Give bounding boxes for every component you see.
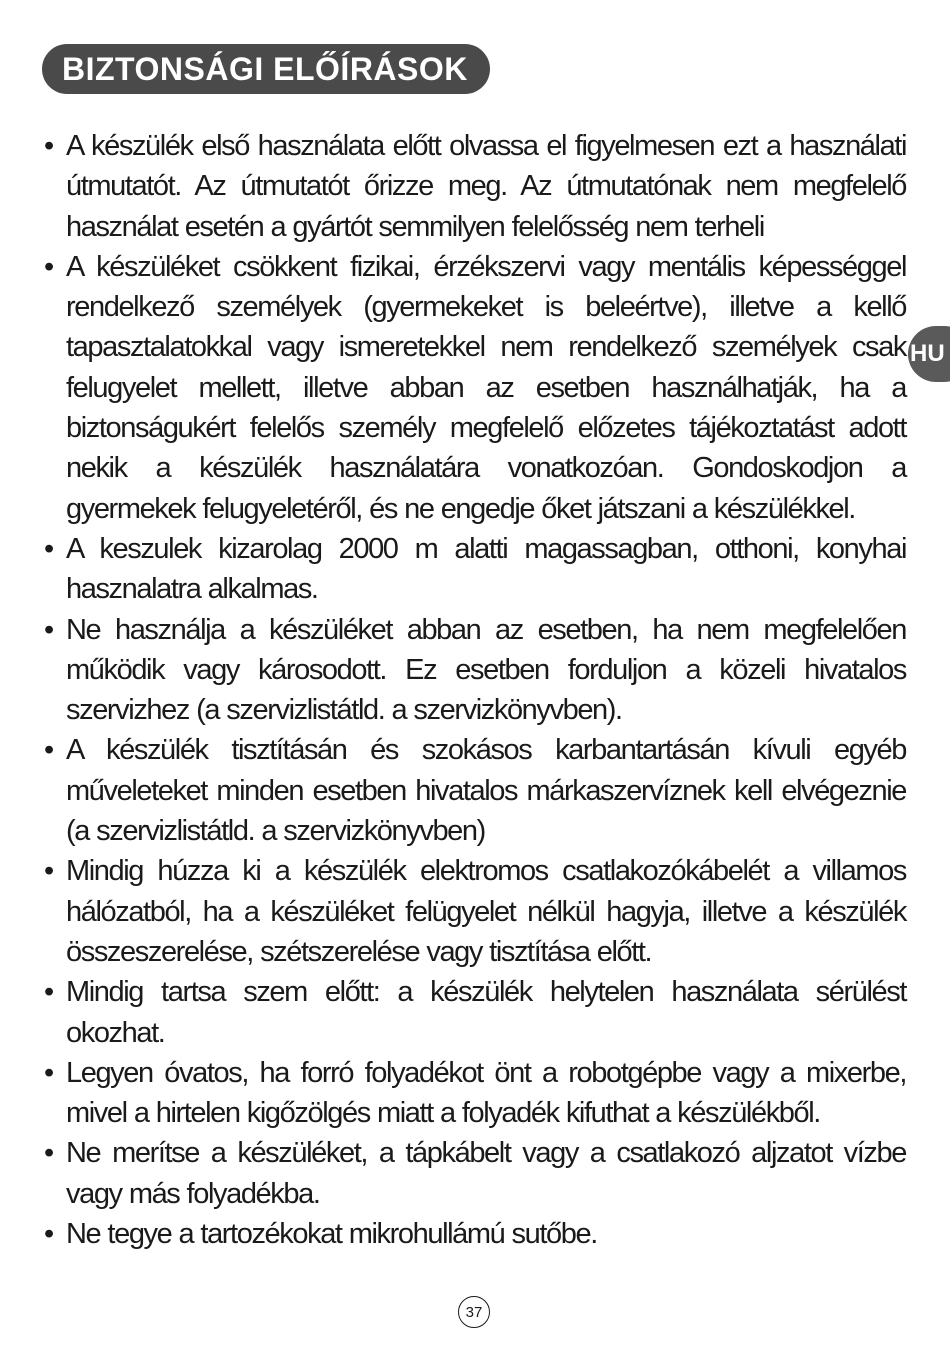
bullet-icon: •: [44, 855, 53, 888]
section-title-banner: [42, 44, 490, 94]
language-code: HU: [910, 340, 945, 367]
bullet-icon: •: [44, 976, 53, 1009]
list-item-text: A készülék első használata előtt olvassa el figyelmesen ezt a használati útmutatót. Az útmutatót őrizze meg. Az útmutatónak nem megfelelő használat esetén a gyártót semmilyen felelősség nem terheli: [66, 130, 906, 243]
list-item-text: Mindig tartsa szem előtt: a készülék helytelen használata sérülést okozhat.: [66, 976, 906, 1049]
list-item: [44, 730, 906, 851]
safety-instructions-list: [44, 126, 906, 1254]
list-item: [44, 610, 906, 731]
list-item-text: Ne tegye a tartozékokat mikrohullámú sutőbe.: [66, 1218, 597, 1251]
bullet-icon: •: [44, 250, 53, 283]
section-title: BIZTONSÁGI ELŐÍRÁSOK: [62, 51, 468, 87]
bullet-icon: •: [44, 130, 53, 162]
bullet-icon: •: [44, 613, 53, 646]
list-item-text: Ne merítse a készüléket, a tápkábelt vagy a csatlakozó aljzatot vízbe vagy más folyadékba.: [66, 1137, 906, 1210]
list-item: [44, 851, 906, 972]
bullet-icon: •: [44, 734, 53, 767]
bullet-icon: •: [44, 1056, 53, 1089]
list-item-text: Mindig húzza ki a készülék elektromos csatlakozókábelét a villamos hálózatból, ha a készüléket felügyelet nélkül hagyja, illetve a készülék összeszerelése, szétszerelése vagy tisztítása előtt.: [66, 855, 906, 968]
list-item: [44, 1053, 906, 1134]
list-item-text: A készülék tisztításán és szokásos karbantartásán kívuli egyéb műveleteket minden esetben hivatalos márkaszervíznek kell elvégeznie (a szervizlistátld. a szervizkönyvben): [66, 734, 906, 848]
list-item-text: Legyen óvatos, ha forró folyadékot önt a robotgépbe vagy a mixerbe, mivel a hirtelen kigőzölgés miatt a folyadék kifuthat a készülékből.: [66, 1056, 906, 1130]
list-item: [44, 972, 906, 1053]
page-number: 37: [458, 1296, 490, 1328]
list-item: [44, 1214, 906, 1254]
list-item: [44, 529, 906, 610]
list-item-text: A keszulek kizarolag 2000 m alatti magassagban, otthoni, konyhai hasznalatra alkalmas.: [66, 532, 906, 606]
bullet-icon: •: [44, 1137, 53, 1170]
list-item-text: A készüléket csökkent fizikai, érzékszervi vagy mentális képességgel rendelkező személyek (gyermekeket is beleértve), illetve a kellő tapasztalatokkal vagy ismeretekkel nem rendelkező személyek csak felugyelet mellett, illetve abban az esetben használhatják, ha a biztonságukért felelős személy megfelelő előzetes tájékoztatást adott nekik a készülék használatára vonatkozóan. Gondoskodjon a gyermekek felugyeletéről, és ne engedje őket játszani a készülékkel.: [66, 250, 906, 525]
list-item: [44, 1133, 906, 1214]
language-tab: [908, 326, 950, 382]
bullet-icon: •: [44, 532, 53, 565]
list-item-text: Ne használja a készüléket abban az esetben, ha nem megfelelően működik vagy károsodott. Ez esetben forduljon a közeli hivatalos szervizhez (a szervizlistátld. a szervizkönyvben).: [66, 613, 906, 727]
bullet-icon: •: [44, 1218, 53, 1251]
list-item: [44, 247, 906, 529]
list-item: [44, 126, 906, 247]
